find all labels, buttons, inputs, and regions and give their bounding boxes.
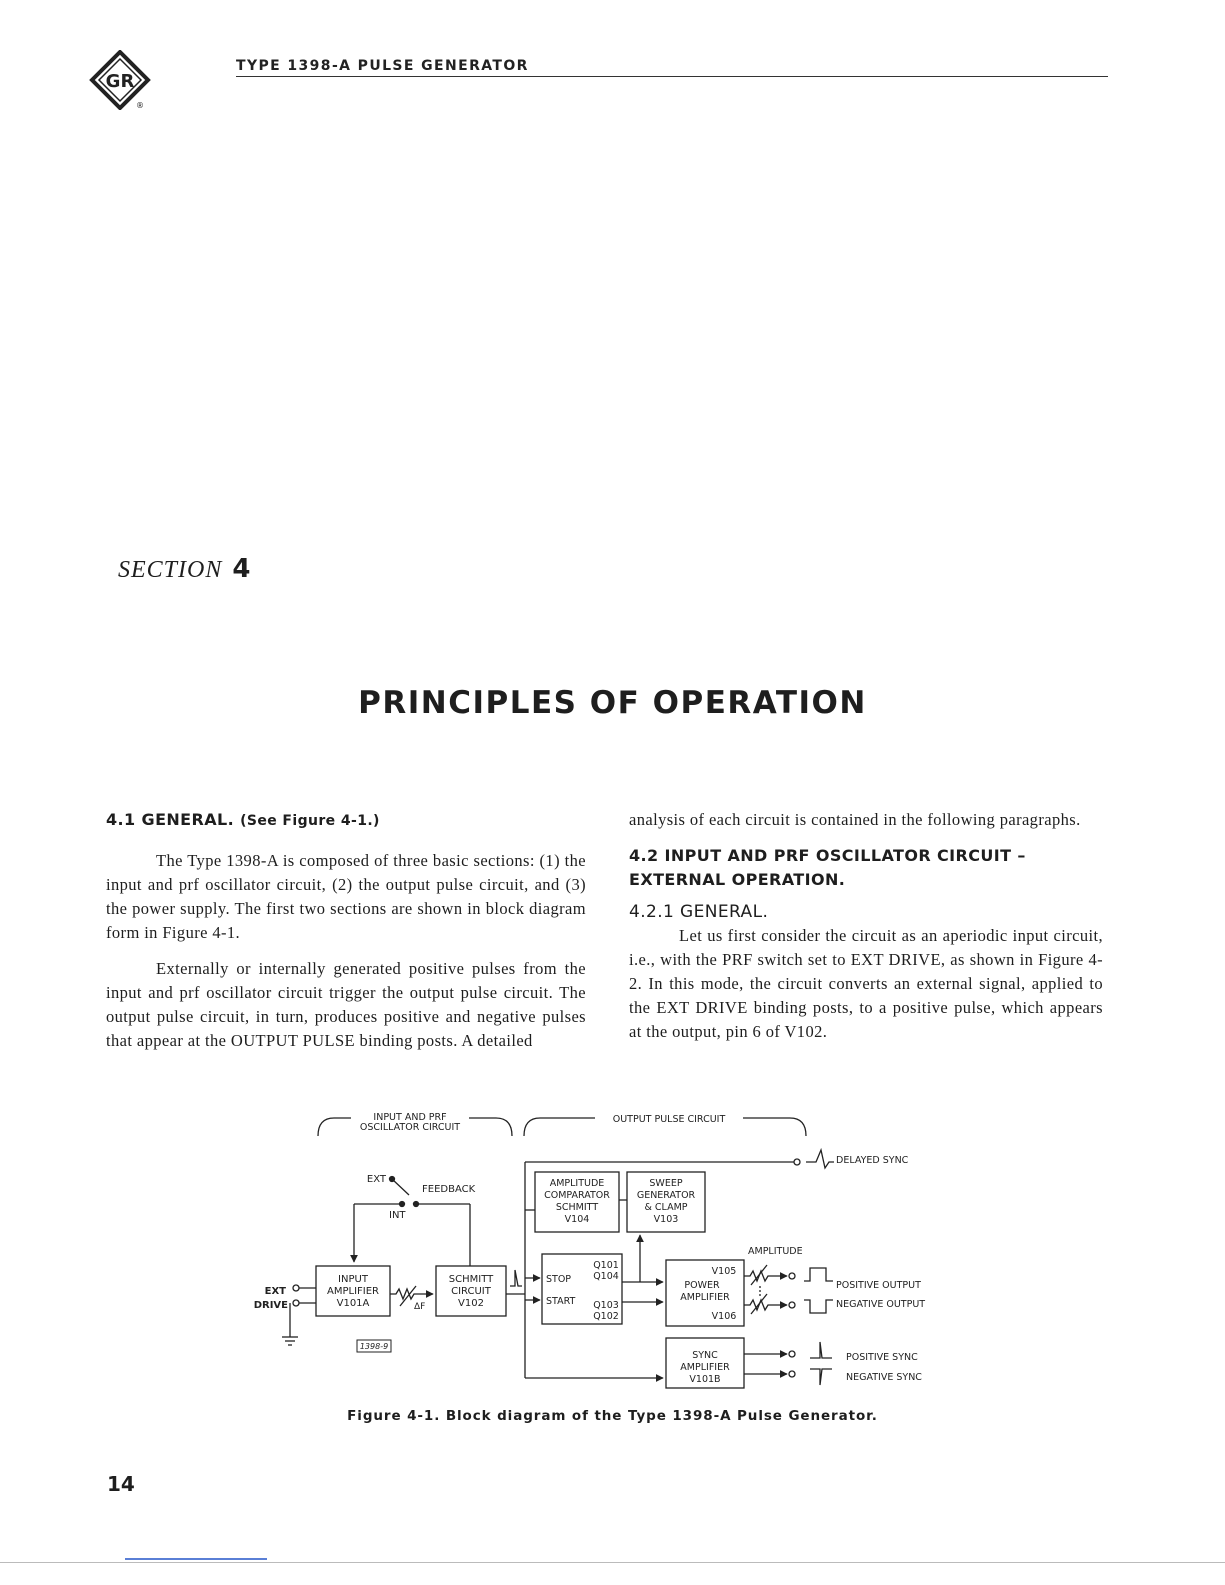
label-group-input-1: INPUT AND PRF [373, 1112, 447, 1123]
label-delta-f: ΔF [414, 1302, 426, 1312]
heading-4-2 [629, 844, 1103, 892]
sync-amp-line-1: SYNC [692, 1350, 718, 1361]
logo-registered: ® [136, 101, 144, 110]
gr-logo-icon [86, 50, 152, 110]
section-word: SECTION [118, 557, 223, 583]
heading-4-1-text: GENERAL. [141, 810, 235, 829]
header-rule [236, 76, 1108, 77]
heading-4-2-number: 4.2 [629, 846, 659, 865]
label-int: INT [389, 1210, 406, 1221]
paragraph-4-1-b: Externally or internally generated positive pulses from the input and prf oscillator circuit trigger the output pulse circuit. The output pulse circuit, in turn, produces positive and negative pulses that appear at the OUTPUT PULSE binding posts. A detailed [106, 959, 586, 1050]
block-diagram [250, 1110, 970, 1400]
sweep-line-1: SWEEP [649, 1178, 683, 1189]
sweep-line-3: & CLAMP [644, 1202, 688, 1213]
section-number: 4 [232, 554, 252, 584]
positive-output-waveform-icon [804, 1268, 833, 1281]
input-amp-line-1: INPUT [338, 1274, 368, 1285]
right-column [629, 808, 1103, 1044]
label-feedback: FEEDBACK [422, 1184, 476, 1195]
power-amp-line-3: AMPLIFIER [680, 1292, 730, 1303]
label-positive-output: POSITIVE OUTPUT [836, 1280, 921, 1291]
amp-comp-line-2: COMPARATOR [544, 1190, 610, 1201]
q-top-line-2: Q104 [593, 1271, 619, 1282]
bottom-rule-accent [125, 1558, 267, 1560]
section-label [118, 554, 251, 584]
bottom-rule [0, 1562, 1225, 1563]
delayed-sync-waveform-icon [806, 1150, 834, 1168]
heading-4-1 [106, 808, 586, 833]
page-header [86, 44, 1106, 110]
paragraph-4-1-a: The Type 1398-A is composed of three basic sections: (1) the input and prf oscillator circuit, (2) the output pulse circuit, and (3) the power supply. The first two sections are shown in block diagram form in Figure 4-1. [106, 851, 586, 942]
logo-text: GR [105, 71, 135, 92]
left-column [106, 808, 586, 1053]
schmitt-line-1: SCHMITT [448, 1274, 494, 1285]
paragraph-continued: analysis of each circuit is contained in the following paragraphs. [629, 810, 1081, 829]
label-start: START [546, 1296, 576, 1307]
label-ext: EXT [366, 1174, 386, 1185]
power-amp-line-1: V105 [711, 1266, 737, 1277]
block-diagram-svg [250, 1110, 970, 1400]
label-group-input-2: OSCILLATOR CIRCUIT [359, 1122, 461, 1133]
label-delayed-sync: DELAYED SYNC [836, 1155, 909, 1166]
label-positive-sync: POSITIVE SYNC [846, 1352, 918, 1363]
drawing-number: 1398-9 [359, 1342, 389, 1351]
page-title: PRINCIPLES OF OPERATION [358, 685, 867, 721]
sync-amp-line-3: V101B [689, 1374, 721, 1385]
header-title: TYPE 1398-A PULSE GENERATOR [236, 58, 529, 74]
power-amp-line-2: POWER [684, 1280, 720, 1291]
power-amp-line-4: V106 [711, 1311, 737, 1322]
label-negative-sync: NEGATIVE SYNC [846, 1372, 922, 1383]
sweep-line-2: GENERATOR [636, 1190, 696, 1201]
label-group-output: OUTPUT PULSE CIRCUIT [612, 1114, 726, 1125]
q-bottom-line-1: Q103 [593, 1300, 619, 1311]
subheading-4-2-1: 4.2.1 GENERAL. [629, 902, 769, 922]
label-ext-drive-1: EXT [264, 1286, 286, 1297]
heading-4-1-number: 4.1 [106, 810, 136, 829]
amp-comp-line-1: AMPLITUDE [549, 1178, 605, 1189]
page-number: 14 [107, 1472, 135, 1496]
input-amp-line-2: AMPLIFIER [327, 1286, 379, 1297]
label-ext-drive-2: DRIVE [253, 1300, 288, 1311]
figure-caption: Figure 4-1. Block diagram of the Type 1398-A Pulse Generator. [347, 1408, 878, 1424]
q-top-line-1: Q101 [593, 1260, 619, 1271]
q-bottom-line-2: Q102 [593, 1311, 619, 1322]
negative-output-waveform-icon [804, 1300, 833, 1313]
input-amp-line-3: V101A [336, 1298, 370, 1309]
sweep-line-4: V103 [653, 1214, 679, 1225]
label-amplitude: AMPLITUDE [748, 1246, 803, 1257]
heading-4-1-ref: (See Figure 4-1.) [240, 813, 380, 829]
label-stop: STOP [546, 1274, 572, 1285]
heading-4-2-text: INPUT AND PRF OSCILLATOR CIRCUIT – EXTERNAL OPERATION. [629, 846, 1026, 889]
schmitt-line-3: V102 [458, 1298, 484, 1309]
positive-sync-waveform-icon [810, 1342, 832, 1358]
label-negative-output: NEGATIVE OUTPUT [836, 1299, 926, 1310]
sync-amp-line-2: AMPLIFIER [680, 1362, 730, 1373]
paragraph-4-2-1: Let us first consider the circuit as an aperiodic input circuit, i.e., with the PRF switch set to EXT DRIVE, as shown in Figure 4-2. In this mode, the circuit converts an external signal, applied to the EXT DRIVE binding posts, to a positive pulse, which appears at the output, pin 6 of V102. [629, 926, 1103, 1041]
amp-comp-line-4: V104 [564, 1214, 590, 1225]
amp-comp-line-3: SCHMITT [555, 1202, 599, 1213]
negative-sync-waveform-icon [810, 1369, 832, 1385]
schmitt-line-2: CIRCUIT [451, 1286, 491, 1297]
